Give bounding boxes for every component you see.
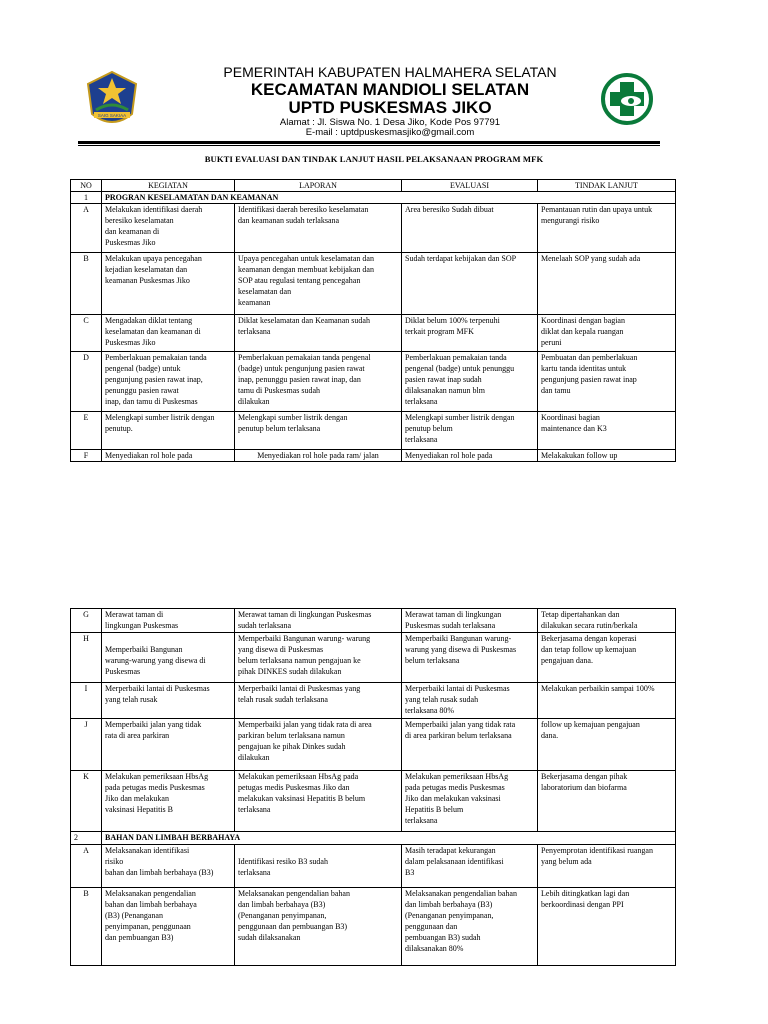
section-title: PROGRAN KESELAMATAN DAN KEAMANAN <box>102 192 676 204</box>
row-tindak-lanjut: Bekerjasama dengan pihak laboratorium dan biofarma <box>538 771 676 832</box>
table-row <box>71 412 676 450</box>
row-no: F <box>71 450 102 462</box>
letterhead-institution: UPTD PUSKESMAS JIKO <box>288 98 492 117</box>
logo-motto-text: SAIG SAKIAA <box>97 113 127 118</box>
table-row <box>71 450 676 462</box>
row-kegiatan: Melengkapi sumber listrik dengan penutup. <box>102 412 235 450</box>
evaluation-table-page2 <box>70 608 676 966</box>
row-no: B <box>71 888 102 966</box>
row-no: E <box>71 412 102 450</box>
section-row <box>71 832 676 845</box>
row-kegiatan: Melaksanakan identifikasi risiko bahan dan limbah berbahaya (B3) <box>102 845 235 888</box>
letterhead-email: E-mail : uptdpuskesmasjiko@gmail.com <box>305 127 475 138</box>
row-no: A <box>71 845 102 888</box>
header-tindak-lanjut: TINDAK LANJUT <box>538 180 676 192</box>
row-kegiatan: Melakukan upaya pencegahan kejadian keselamatan dan keamanan Puskesmas Jiko <box>102 253 235 315</box>
table-row <box>71 609 676 633</box>
table-row <box>71 719 676 771</box>
row-laporan: Identifikasi resiko B3 sudah terlaksana <box>235 845 402 888</box>
row-evaluasi: Area beresiko Sudah dibuat <box>402 204 538 253</box>
row-tindak-lanjut: Tetap dipertahankan dan dilakukan secara rutin/berkala <box>538 609 676 633</box>
row-laporan: Memperbaiki Bangunan warung- warung yang disewa di Puskesmas belum terlaksana namun pengajuan ke pihak DINKES sudah dilakukan <box>235 633 402 683</box>
table-row <box>71 888 676 966</box>
section-number: 2 <box>71 832 102 845</box>
header-no: NO <box>71 180 102 192</box>
letterhead-government: PEMERINTAH KABUPATEN HALMAHERA SELATAN <box>223 64 557 80</box>
row-kegiatan: Memperbaiki jalan yang tidak rata di area parkiran <box>102 719 235 771</box>
row-laporan: Diklat keselamatan dan Keamanan sudah terlaksana <box>235 315 402 352</box>
table-row <box>71 352 676 412</box>
row-no: D <box>71 352 102 412</box>
row-evaluasi: Sudah terdapat kebijakan dan SOP <box>402 253 538 315</box>
row-tindak-lanjut: Penyemprotan identifikasi ruangan yang belum ada <box>538 845 676 888</box>
row-tindak-lanjut: Melakukan perbaikin sampai 100% <box>538 683 676 719</box>
header-evaluasi: EVALUASI <box>402 180 538 192</box>
table-header-row <box>71 180 676 192</box>
row-no: K <box>71 771 102 832</box>
row-evaluasi: Memperbaiki jalan yang tidak rata di area parkiran belum terlaksana <box>402 719 538 771</box>
row-tindak-lanjut: Pemantauan rutin dan upaya untuk mengurangi risiko <box>538 204 676 253</box>
row-evaluasi: Pemberlakuan pemakaian tanda pengenal (badge) untuk penunggu pasien rawat inap sudah dilaksanakan namun blm terlaksana <box>402 352 538 412</box>
row-kegiatan: Melakukan identifikasi daerah beresiko keselamatan dan keamanan di Puskesmas Jiko <box>102 204 235 253</box>
row-kegiatan: Melakukan pemeriksaan HbsAg pada petugas medis Puskesmas Jiko dan melakukan vaksinasi Hepatitis B <box>102 771 235 832</box>
regency-emblem-logo <box>82 70 142 132</box>
row-no: G <box>71 609 102 633</box>
row-laporan: Merperbaiki lantai di Puskesmas yang telah rusak sudah terlaksana <box>235 683 402 719</box>
evaluation-table-page1 <box>70 179 676 462</box>
row-evaluasi: Melaksanakan pengendalian bahan dan limbah berbahaya (B3) (Penanganan penyimpanan, penggunaan dan pembuangan B3) sudah dilaksanakan 80% <box>402 888 538 966</box>
table-row <box>71 315 676 352</box>
row-laporan: Identifikasi daerah beresiko keselamatan dan keamanan sudah terlaksana <box>235 204 402 253</box>
row-tindak-lanjut: Bekerjasama dengan koperasi dan tetap follow up kemajuan pengajuan dana. <box>538 633 676 683</box>
row-laporan: Melaksanakan pengendalian bahan dan limbah berbahaya (B3) (Penanganan penyimpanan, penggunaan dan pembuangan B3) sudah dilaksanakan <box>235 888 402 966</box>
row-no: A <box>71 204 102 253</box>
row-evaluasi: Diklat belum 100% terpenuhi terkait program MFK <box>402 315 538 352</box>
row-laporan: Memperbaiki jalan yang tidak rata di area parkiran belum terlaksana namun pengajuan ke pihak Dinkes sudah dilakukan <box>235 719 402 771</box>
row-evaluasi: Merawat taman di lingkungan Puskesmas sudah terlaksana <box>402 609 538 633</box>
letterhead-divider-thick <box>78 141 660 144</box>
row-no: C <box>71 315 102 352</box>
row-no: B <box>71 253 102 315</box>
table-row <box>71 683 676 719</box>
row-laporan: Pemberlakuan pemakaian tanda pengenal (badge) untuk pengunjung pasien rawat inap, penunggu pasien rawat inap, dan tamu di Puskesmas sudah dilakukan <box>235 352 402 412</box>
row-no: I <box>71 683 102 719</box>
row-kegiatan: Mengadakan diklat tentang keselamatan dan keamanan di Puskesmas Jiko <box>102 315 235 352</box>
row-no: J <box>71 719 102 771</box>
row-no: H <box>71 633 102 683</box>
row-kegiatan: Merperbaiki lantai di Puskesmas yang telah rusak <box>102 683 235 719</box>
logo-year-text: 2003 <box>106 122 118 127</box>
table-row <box>71 633 676 683</box>
document-title: BUKTI EVALUASI DAN TINDAK LANJUT HASIL PELAKSANAAN PROGRAM MFK <box>204 154 544 164</box>
row-evaluasi: Masih teradapat kekurangan dalam pelaksanaan identifikasi B3 <box>402 845 538 888</box>
row-laporan: Merawat taman di lingkungan Puskesmas sudah terlaksana <box>235 609 402 633</box>
row-laporan: Menyediakan rol hole pada ram/ jalan <box>235 450 402 462</box>
row-evaluasi: Merperbaiki lantai di Puskesmas yang telah rusak sudah terlaksana 80% <box>402 683 538 719</box>
letterhead-address: Alamat : Jl. Siswa No. 1 Desa Jiko, Kode Pos 97791 <box>279 117 501 128</box>
row-kegiatan: Melaksanakan pengendalian bahan dan limbah berbahaya (B3) (Penanganan penyimpanan, penggunaan dan pembuangan B3) <box>102 888 235 966</box>
row-tindak-lanjut: Koordinasi bagian maintenance dan K3 <box>538 412 676 450</box>
section-number: 1 <box>71 192 102 204</box>
row-tindak-lanjut: Lebih ditingkatkan lagi dan berkoordinasi dengan PPI <box>538 888 676 966</box>
row-kegiatan: Pemberlakuan pemakaian tanda pengenal (badge) untuk pengunjung pasien rawat inap, penunggu pasien rawat inap, dan tamu di Puskesmas <box>102 352 235 412</box>
puskesmas-logo <box>600 72 654 126</box>
row-tindak-lanjut: Pembuatan dan pemberlakuan kartu tanda identitas untuk pengunjung pasien rawat inap dan tamu <box>538 352 676 412</box>
row-tindak-lanjut: Menelaah SOP yang sudah ada <box>538 253 676 315</box>
row-laporan: Melengkapi sumber listrik dengan penutup belum terlaksana <box>235 412 402 450</box>
row-laporan: Upaya pencegahan untuk keselamatan dan keamanan dengan membuat kebijakan dan SOP atau regulasi tentang pencegahan keselamatan dan keamanan <box>235 253 402 315</box>
row-evaluasi: Memperbaiki Bangunan warung- warung yang disewa di Puskesmas belum terlaksana <box>402 633 538 683</box>
table-row <box>71 253 676 315</box>
letterhead-district: KECAMATAN MANDIOLI SELATAN <box>250 80 530 99</box>
section-title: BAHAN DAN LIMBAH BERBAHAYA <box>102 832 676 845</box>
row-laporan: Melakukan pemeriksaan HbsAg pada petugas medis Puskesmas Jiko dan melakukan vaksinasi Hepatitis B belum terlaksana <box>235 771 402 832</box>
row-kegiatan: Menyediakan rol hole pada <box>102 450 235 462</box>
row-kegiatan: Memperbaiki Bangunan warung-warung yang disewa di Puskesmas <box>102 633 235 683</box>
row-evaluasi: Menyediakan rol hole pada <box>402 450 538 462</box>
header-kegiatan: KEGIATAN <box>102 180 235 192</box>
row-tindak-lanjut: follow up kemajuan pengajuan dana. <box>538 719 676 771</box>
section-row <box>71 192 676 204</box>
table-row <box>71 771 676 832</box>
row-tindak-lanjut: Melakakukan follow up <box>538 450 676 462</box>
table-row <box>71 204 676 253</box>
table-row <box>71 845 676 888</box>
letterhead-divider-thin <box>78 145 660 146</box>
header-laporan: LAPORAN <box>235 180 402 192</box>
row-kegiatan: Merawat taman di lingkungan Puskesmas <box>102 609 235 633</box>
row-evaluasi: Melengkapi sumber listrik dengan penutup belum terlaksana <box>402 412 538 450</box>
row-evaluasi: Melakukan pemeriksaan HbsAg pada petugas medis Puskesmas Jiko dan melakukan vaksinasi Hepatitis B belum terlaksana <box>402 771 538 832</box>
row-tindak-lanjut: Koordinasi dengan bagian diklat dan kepala ruangan peruni <box>538 315 676 352</box>
